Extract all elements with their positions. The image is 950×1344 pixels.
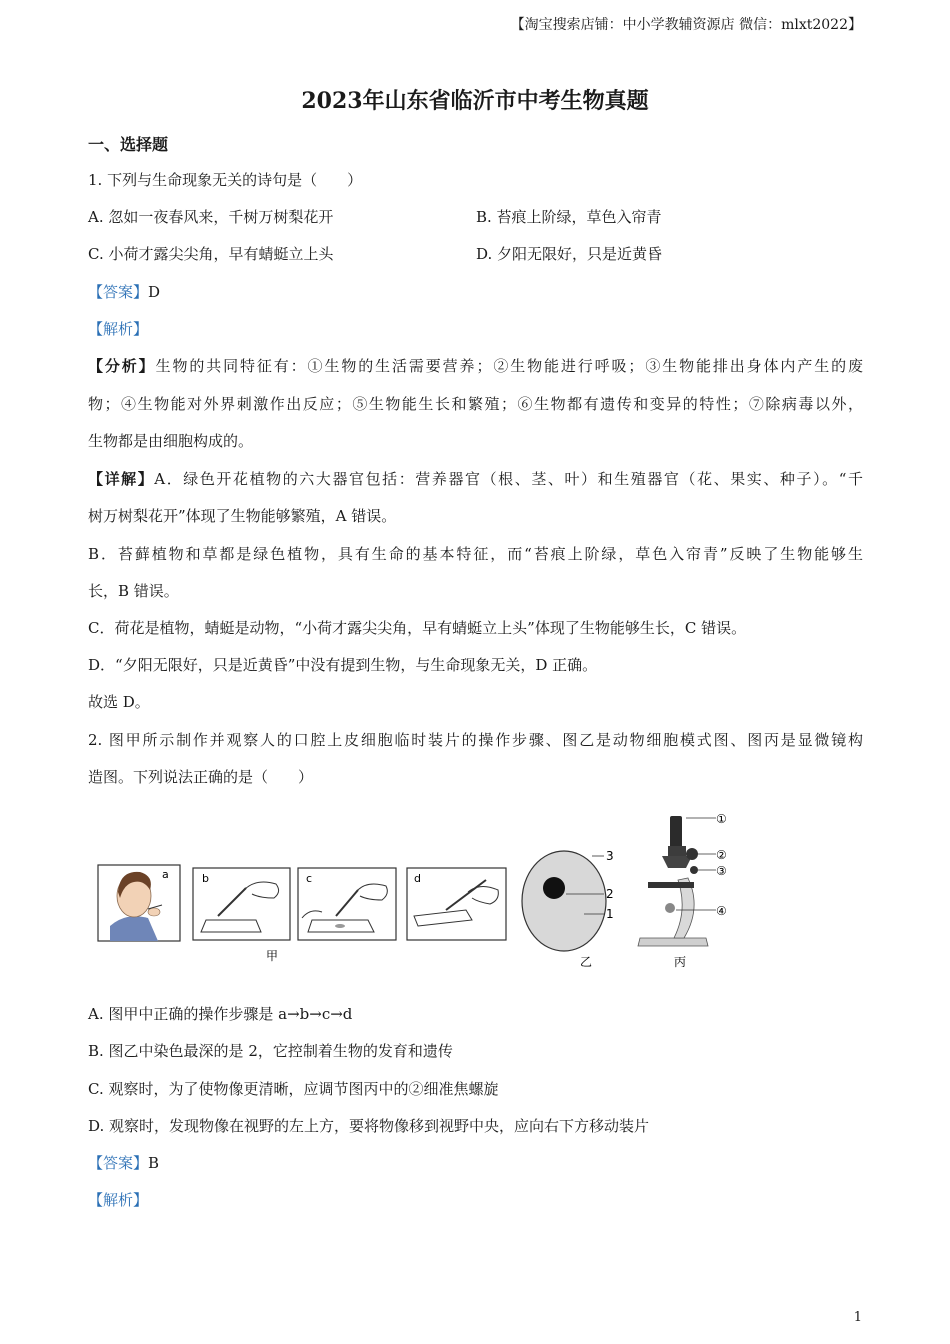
microscope-label-1: ①: [716, 812, 727, 826]
q1-analysis-tag: 【解析】: [88, 320, 149, 338]
answer-tag: 【答案】: [88, 283, 149, 301]
q2-stem: 2. 图甲所示制作并观察人的口腔上皮细胞临时装片的操作步骤、图乙是动物细胞模式图、图丙是显微镜构: [88, 731, 863, 749]
panel-d-illustration: [407, 868, 506, 940]
q2-figure: [96, 808, 756, 978]
q1-detail-line: 长，B 错误。: [88, 582, 179, 600]
q1-fenxi-line: [88, 356, 863, 376]
q1-stem: 1. 下列与生命现象无关的诗句是（ ）: [88, 171, 363, 189]
detail-text: A．绿色开花植物的六大器官包括：营养器官（根、茎、叶）和生殖器官（花、果实、种子）。“千: [154, 470, 863, 488]
q2-option-c: C. 观察时，为了使物像更清晰，应调节图丙中的②细准焦螺旋: [88, 1080, 499, 1098]
figure-jia-label: 甲: [266, 949, 279, 963]
panel-b-label: b: [202, 872, 209, 885]
q1-answer: [88, 282, 160, 302]
q1-detail-line: D．“夕阳无限好，只是近黄昏”中没有提到生物，与生命现象无关，D 正确。: [88, 656, 598, 674]
microscope-diagram: [638, 812, 727, 969]
detail-tag: 【详解】: [88, 470, 155, 488]
panel-b-illustration: [193, 868, 290, 940]
animal-cell-diagram: [522, 849, 614, 969]
q1-option-c: C. 小荷才露尖尖角，早有蜻蜓立上头: [88, 245, 334, 263]
figure-bing-label: 丙: [674, 955, 687, 969]
q1-detail-line: C．荷花是植物，蜻蜓是动物，“小荷才露尖尖角，早有蜻蜓立上头”体现了生物能够生长，C 错误。: [88, 619, 747, 637]
q1-option-a: A. 忽如一夜春风来，千树万树梨花开: [88, 208, 334, 226]
page-title: 2023年山东省临沂市中考生物真题: [301, 88, 649, 114]
q1-detail-line: [88, 469, 863, 489]
page-number: 1: [853, 1310, 862, 1325]
answer-value: B: [148, 1154, 160, 1172]
q1-option-d: D. 夕阳无限好，只是近黄昏: [476, 245, 663, 263]
section-heading: 一、选择题: [88, 135, 169, 154]
header-note: 【淘宝搜索店铺：中小学教辅资源店 微信：mlxt2022】: [510, 17, 862, 33]
q2-option-a: A. 图甲中正确的操作步骤是 a→b→c→d: [88, 1005, 353, 1023]
q1-detail-line: 树万树梨花开”体现了生物能够繁殖，A 错误。: [88, 507, 397, 525]
q2-stem: 造图。下列说法正确的是（ ）: [88, 768, 314, 786]
q2-analysis-tag: 【解析】: [88, 1191, 149, 1209]
q2-option-b: B. 图乙中染色最深的是 2，它控制着生物的发育和遗传: [88, 1042, 453, 1060]
q1-fenxi-line: 物；④生物能对外界刺激作出反应；⑤生物能生长和繁殖；⑥生物都有遗传和变异的特性；⑦除病毒以外，: [88, 395, 863, 413]
q1-option-b: B. 苔痕上阶绿，草色入帘青: [476, 208, 662, 226]
answer-tag: 【答案】: [88, 1154, 149, 1172]
panel-d-label: d: [414, 872, 421, 885]
panel-c-illustration: [298, 868, 396, 940]
answer-value: D: [148, 283, 161, 301]
cell-label-1: 1: [606, 907, 614, 921]
q2-answer: [88, 1153, 159, 1173]
q1-conclusion: 故选 D。: [88, 693, 150, 711]
panel-a-illustration: [98, 865, 180, 941]
figure-yi-label: 乙: [580, 955, 593, 969]
q1-detail-line: B．苔藓植物和草都是绿色植物，具有生命的基本特征，而“苔痕上阶绿，草色入帘青”反映了生物能够生: [88, 545, 863, 563]
microscope-label-4: ④: [716, 904, 727, 918]
microscope-label-3: ③: [716, 864, 727, 878]
cell-label-3: 3: [606, 849, 614, 863]
cell-label-2: 2: [606, 887, 614, 901]
panel-c-label: c: [306, 872, 313, 885]
panel-a-label: a: [162, 868, 169, 881]
q1-fenxi-line: 生物都是由细胞构成的。: [88, 432, 254, 450]
fenxi-text: 生物的共同特征有：①生物的生活需要营养；②生物能进行呼吸；③生物能排出身体内产生的废: [155, 357, 863, 375]
q2-option-d: D. 观察时，发现物像在视野的左上方，要将物像移到视野中央，应向右下方移动装片: [88, 1117, 650, 1135]
fenxi-tag: 【分析】: [88, 357, 156, 375]
microscope-label-2: ②: [716, 848, 727, 862]
